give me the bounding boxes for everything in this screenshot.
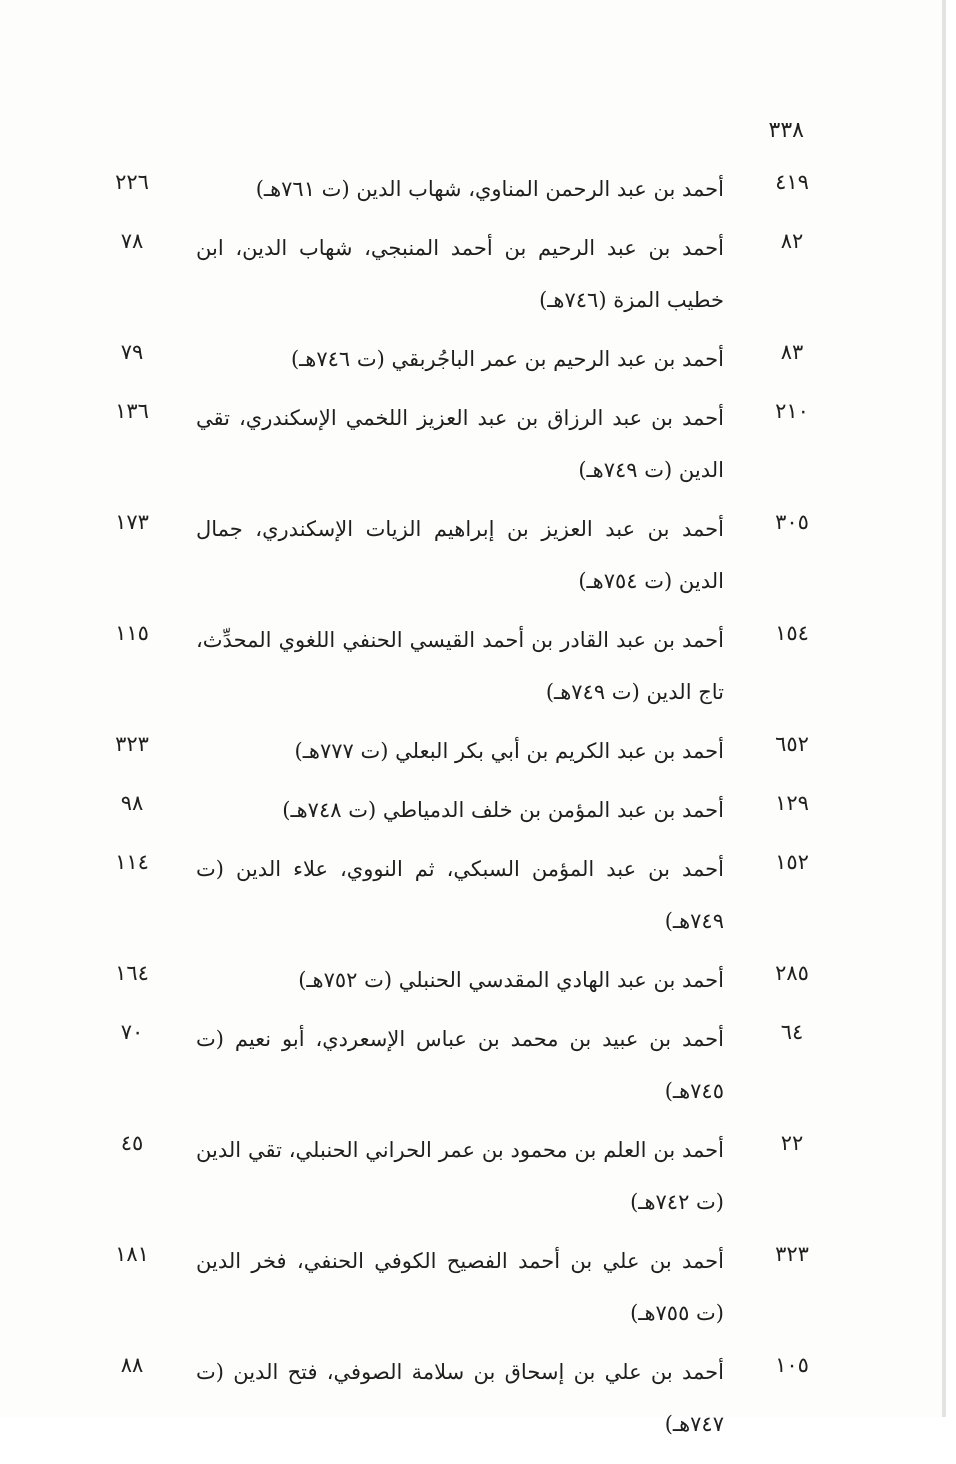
entry-number: ٨٣ xyxy=(780,340,804,364)
entry-name: أحمد بن عبد العزيز بن إبراهيم الزيات الإسكندري، جمال الدين (ت ٧٥٤هـ) xyxy=(196,517,724,593)
entry-number: ٦٥٢ xyxy=(775,732,809,756)
index-entry xyxy=(100,954,820,1006)
entry-name: أحمد بن عبد القادر بن أحمد القيسي الحنفي اللغوي المحدِّث، تاج الدين (ت ٧٤٩هـ) xyxy=(196,628,724,704)
index-entry xyxy=(100,614,820,718)
entry-page-ref: ٤٥ xyxy=(120,1131,144,1155)
entry-name: أحمد بن عبد الرحيم بن أحمد المنبجي، شهاب الدين، ابن خطيب المزة (٧٤٦هـ) xyxy=(196,236,724,312)
index-list xyxy=(100,170,820,1464)
entry-name: أحمد بن عبد الرحمن المناوي، شهاب الدين (ت ٧٦١هـ) xyxy=(255,177,724,201)
entry-page-ref: ٣٢٣ xyxy=(115,732,149,756)
entry-page-ref: ١٨١ xyxy=(115,1242,149,1266)
entry-number: ١٥٢ xyxy=(775,850,809,874)
index-entry xyxy=(100,333,820,385)
entry-name: أحمد بن علي بن أحمد الفصيح الكوفي الحنفي، فخر الدين (ت ٧٥٥هـ) xyxy=(196,1249,724,1325)
entry-number: ٢١٠ xyxy=(775,399,809,423)
entry-name: أحمد بن العلم بن محمود بن عمر الحراني الحنبلي، تقي الدين (ت ٧٤٢هـ) xyxy=(196,1138,724,1214)
entry-number: ٣٠٥ xyxy=(775,510,809,534)
index-entry xyxy=(100,1346,820,1450)
entry-page-ref: ١١٥ xyxy=(115,621,149,645)
entry-page-ref: ٧٩ xyxy=(120,340,144,364)
entry-number: ٣٢٣ xyxy=(775,1242,809,1266)
entry-page-ref: ٩٨ xyxy=(120,791,144,815)
entry-name: أحمد بن عبد المؤمن السبكي، ثم النووي، علاء الدين (ت ٧٤٩هـ) xyxy=(196,857,724,933)
index-entry xyxy=(100,725,820,777)
entry-name: أحمد بن عبد الكريم بن أبي بكر البعلي (ت ٧٧٧هـ) xyxy=(294,739,724,763)
index-entry xyxy=(100,1124,820,1228)
entry-name: أحمد بن عبد الرحيم بن عمر الباجُربقي (ت ٧٤٦هـ) xyxy=(290,347,724,371)
page-number: ٣٣٨ xyxy=(768,118,804,143)
entry-name: أحمد بن علي بن إسحاق بن سلامة الصوفي، فتح الدين (ت ٧٤٧هـ) xyxy=(196,1360,724,1436)
entry-number: ١٢٩ xyxy=(775,791,809,815)
entry-page-ref: ١٧٣ xyxy=(115,510,149,534)
entry-number: ١٠٥ xyxy=(775,1353,809,1377)
index-entry xyxy=(100,843,820,947)
index-entry xyxy=(100,1235,820,1339)
index-entry xyxy=(100,163,820,215)
entry-name: أحمد بن عبد الرزاق بن عبد العزيز اللخمي الإسكندري، تقي الدين (ت ٧٤٩هـ) xyxy=(196,406,724,482)
index-entry xyxy=(100,503,820,607)
entry-page-ref: ١١٤ xyxy=(115,850,149,874)
entry-name: أحمد بن عبد الهادي المقدسي الحنبلي (ت ٧٥٢هـ) xyxy=(298,968,724,992)
index-entry xyxy=(100,784,820,836)
entry-name: أحمد بن عبيد بن محمد بن عباس الإسعردي، أبو نعيم (ت ٧٤٥هـ) xyxy=(196,1027,724,1103)
entry-name: أحمد بن عبد المؤمن بن خلف الدمياطي (ت ٧٤٨هـ) xyxy=(282,798,724,822)
entry-number: ٢٢ xyxy=(780,1131,804,1155)
index-entry xyxy=(100,222,820,326)
entry-page-ref: ١٦٤ xyxy=(115,961,149,985)
entry-number: ٤١٩ xyxy=(775,170,809,194)
index-entry xyxy=(100,1013,820,1117)
entry-number: ١٥٤ xyxy=(775,621,809,645)
entry-page-ref: ٨٨ xyxy=(120,1353,144,1377)
entry-number: ٢٨٥ xyxy=(775,961,809,985)
entry-page-ref: ٢٢٦ xyxy=(115,170,149,194)
entry-number: ٦٤ xyxy=(780,1020,804,1044)
entry-page-ref: ٧٠ xyxy=(120,1020,144,1044)
entry-page-ref: ٧٨ xyxy=(120,229,144,253)
entry-page-ref: ١٣٦ xyxy=(115,399,149,423)
entry-number: ٨٢ xyxy=(780,229,804,253)
index-entry xyxy=(100,392,820,496)
